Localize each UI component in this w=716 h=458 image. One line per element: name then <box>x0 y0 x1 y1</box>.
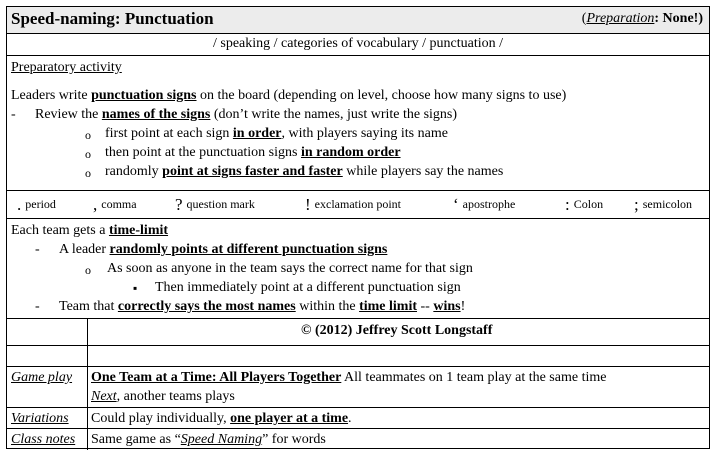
sign-comma <box>93 195 137 215</box>
text: , with players saying its name <box>281 126 448 141</box>
text-em: one player at a time <box>230 411 349 426</box>
text: -- <box>417 299 434 314</box>
preparation-value: : None!) <box>654 11 703 26</box>
question-mark-glyph: ? <box>175 195 183 214</box>
text: Leaders write <box>11 88 92 103</box>
team-dash: - <box>35 242 40 257</box>
class-notes-text <box>91 430 705 449</box>
variations-row <box>7 408 709 429</box>
text: A leader <box>59 242 110 257</box>
prep-line-3 <box>105 124 448 143</box>
text-em: Speed Naming <box>180 432 263 447</box>
sign-name: exclamation point <box>314 197 401 211</box>
team-dash: - <box>35 299 40 314</box>
categories-row: / speaking / categories of vocabulary / punctuation / <box>7 34 709 56</box>
copyright-row <box>7 319 709 346</box>
blank-row <box>7 346 709 367</box>
activity-sheet <box>6 6 710 449</box>
text: ! <box>460 299 466 314</box>
sign-question-mark <box>175 195 255 215</box>
text: while players say the names <box>342 164 504 179</box>
game-play-label: Game play <box>11 370 73 385</box>
preparation-note <box>582 11 703 27</box>
copyright-text: © (2012) Jeffrey Scott Longstaff <box>301 323 493 338</box>
text: Review the <box>35 107 102 122</box>
class-notes-label: Class notes <box>11 432 76 447</box>
text: randomly <box>105 164 163 179</box>
prep-line-1 <box>11 86 566 105</box>
team-line-4: Then immediately point at a different punctuation sign <box>155 280 461 295</box>
text-em: randomly points at different punctuation signs <box>109 242 388 257</box>
prep-dash: - <box>11 107 16 122</box>
sign-name: Colon <box>573 197 604 211</box>
team-line-5 <box>59 297 465 316</box>
team-line-1 <box>11 221 168 240</box>
sign-semicolon <box>634 195 692 215</box>
text: on the board (depending on level, choose how many signs to use) <box>196 88 567 103</box>
column-divider <box>87 346 88 366</box>
text-em: correctly says the most names <box>117 299 296 314</box>
text: within the <box>295 299 360 314</box>
title-row <box>7 7 709 34</box>
bullet-circle: o <box>85 147 91 161</box>
sign-name: semicolon <box>642 197 693 211</box>
apostrophe-glyph: ‘ <box>453 195 459 214</box>
preparatory-heading: Preparatory activity <box>11 60 122 75</box>
prep-line-4 <box>105 143 401 162</box>
text: Same game as “ <box>91 432 181 447</box>
column-divider <box>87 429 88 450</box>
text: Team that <box>59 299 118 314</box>
column-divider <box>87 408 88 428</box>
text-em: point at signs faster and faster <box>162 164 343 179</box>
team-line-2 <box>59 240 387 259</box>
text: . <box>348 411 352 426</box>
class-notes-row <box>7 429 709 450</box>
text-em: time limit <box>359 299 418 314</box>
period-glyph: . <box>17 195 22 214</box>
team-section <box>7 219 709 319</box>
text-em: One Team at a Time: All Players Together <box>91 370 342 385</box>
variations-label: Variations <box>11 411 69 426</box>
column-divider <box>87 367 88 407</box>
text-em: names of the signs <box>101 107 211 122</box>
column-divider <box>87 319 88 345</box>
text-em: punctuation signs <box>91 88 197 103</box>
text-em: wins <box>433 299 461 314</box>
sign-name: comma <box>101 197 137 211</box>
preparation-label: Preparation <box>586 11 655 26</box>
sign-exclamation-point <box>305 195 401 215</box>
bullet-circle: o <box>85 128 91 142</box>
text: ” for words <box>262 432 326 447</box>
text: Could play individually, <box>91 411 231 426</box>
text-em: Next <box>91 389 117 404</box>
prep-open: ( <box>581 11 587 26</box>
bullet-circle: o <box>85 166 91 180</box>
bullet-circle: o <box>85 263 91 277</box>
text-em: in order <box>232 126 282 141</box>
text-em: in random order <box>300 145 401 160</box>
punctuation-signs-row <box>7 191 709 219</box>
preparatory-section <box>7 56 709 191</box>
game-play-text <box>91 368 705 406</box>
prep-line-2 <box>35 105 457 124</box>
variations-text <box>91 409 705 428</box>
sign-colon <box>565 195 603 215</box>
bullet-square: ▪ <box>133 281 138 295</box>
semicolon-glyph: ; <box>634 195 639 214</box>
sign-period <box>17 195 56 215</box>
text: Each team gets a <box>11 223 109 238</box>
team-line-3: As soon as anyone in the team says the correct name for that sign <box>107 261 473 276</box>
sign-name: apostrophe <box>462 197 516 211</box>
text: first point at each sign <box>105 126 233 141</box>
text: then point at the punctuation signs <box>105 145 301 160</box>
sign-apostrophe <box>453 195 515 215</box>
sign-name: period <box>25 197 56 211</box>
text-em: time-limit <box>108 223 169 238</box>
text: (don’t write the names, just write the signs) <box>210 107 458 122</box>
exclamation-point-glyph: ! <box>305 195 311 214</box>
text: , another teams plays <box>116 389 235 404</box>
game-play-row <box>7 367 709 408</box>
prep-line-5 <box>105 162 503 181</box>
comma-glyph: , <box>93 195 98 214</box>
text: All teammates on 1 team play at the same time <box>341 370 607 385</box>
page-title: Speed-naming: Punctuation <box>11 9 214 28</box>
colon-glyph: : <box>565 195 570 214</box>
sign-name: question mark <box>186 197 255 211</box>
